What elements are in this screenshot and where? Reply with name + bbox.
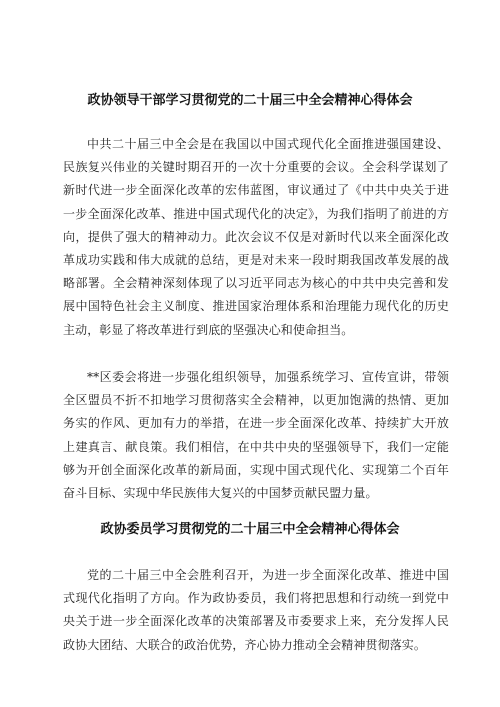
section-1-paragraph-2: **区委会将进一步强化组织领导，加强系统学习、宣传宣讲，带领全区盟员不折不扣地学习贯彻落实全会精神，以更加饱满的热情、更加务实的作风、更加有力的举措，在进一步全面深化改革、持续扩大开放上建真言、献良策。我们相信，在中共中央的坚强领导下，我们一定能够为开创全面深化改革的新局面，实现中国式现代化、实现第二个百年奋斗目标、实现中华民族伟大复兴的中国梦贡献民盟力量。 [63,370,449,501]
section-1-paragraph-1: 中共二十届三中全会是在我国以中国式现代化全面推进强国建设、民族复兴伟业的关键时期召开的一次十分重要的会议。全会科学谋划了新时代进一步全面深化改革的宏伟蓝图，审议通过了《中共中央关于进一步全面深化改革、推进中国式现代化的决定》，为我们指明了前进的方向，提供了强大的精神动力。此次会议不仅是对新时代以来全面深化改革成功实践和伟大成就的总结，更是对未来一段时期我国改革发展的战略部署。全会精神深刻体现了以习近平同志为核心的中共中央完善和发展中国特色社会主义制度、推进国家治理体系和治理能力现代化的历史主动，彰显了将改革进行到底的坚强决心和使命担当。 [63,137,449,337]
section-1-title: 政协领导干部学习贯彻党的二十届三中全会精神心得体会 [87,93,413,108]
section-2-title: 政协委员学习贯彻党的二十届三中全会精神心得体会 [100,522,400,537]
section-2-paragraph-1: 党的二十届三中全会胜利召开，为进一步全面深化改革、推进中国式现代化指明了方向。作为政协委员，我们将把思想和行动统一到党中央关于进一步全面深化改革的决策部署及市委要求上来，充分发挥人民政协大团结、大联合的政治优势，齐心协力推动全会精神贯彻落实。 [63,568,449,652]
